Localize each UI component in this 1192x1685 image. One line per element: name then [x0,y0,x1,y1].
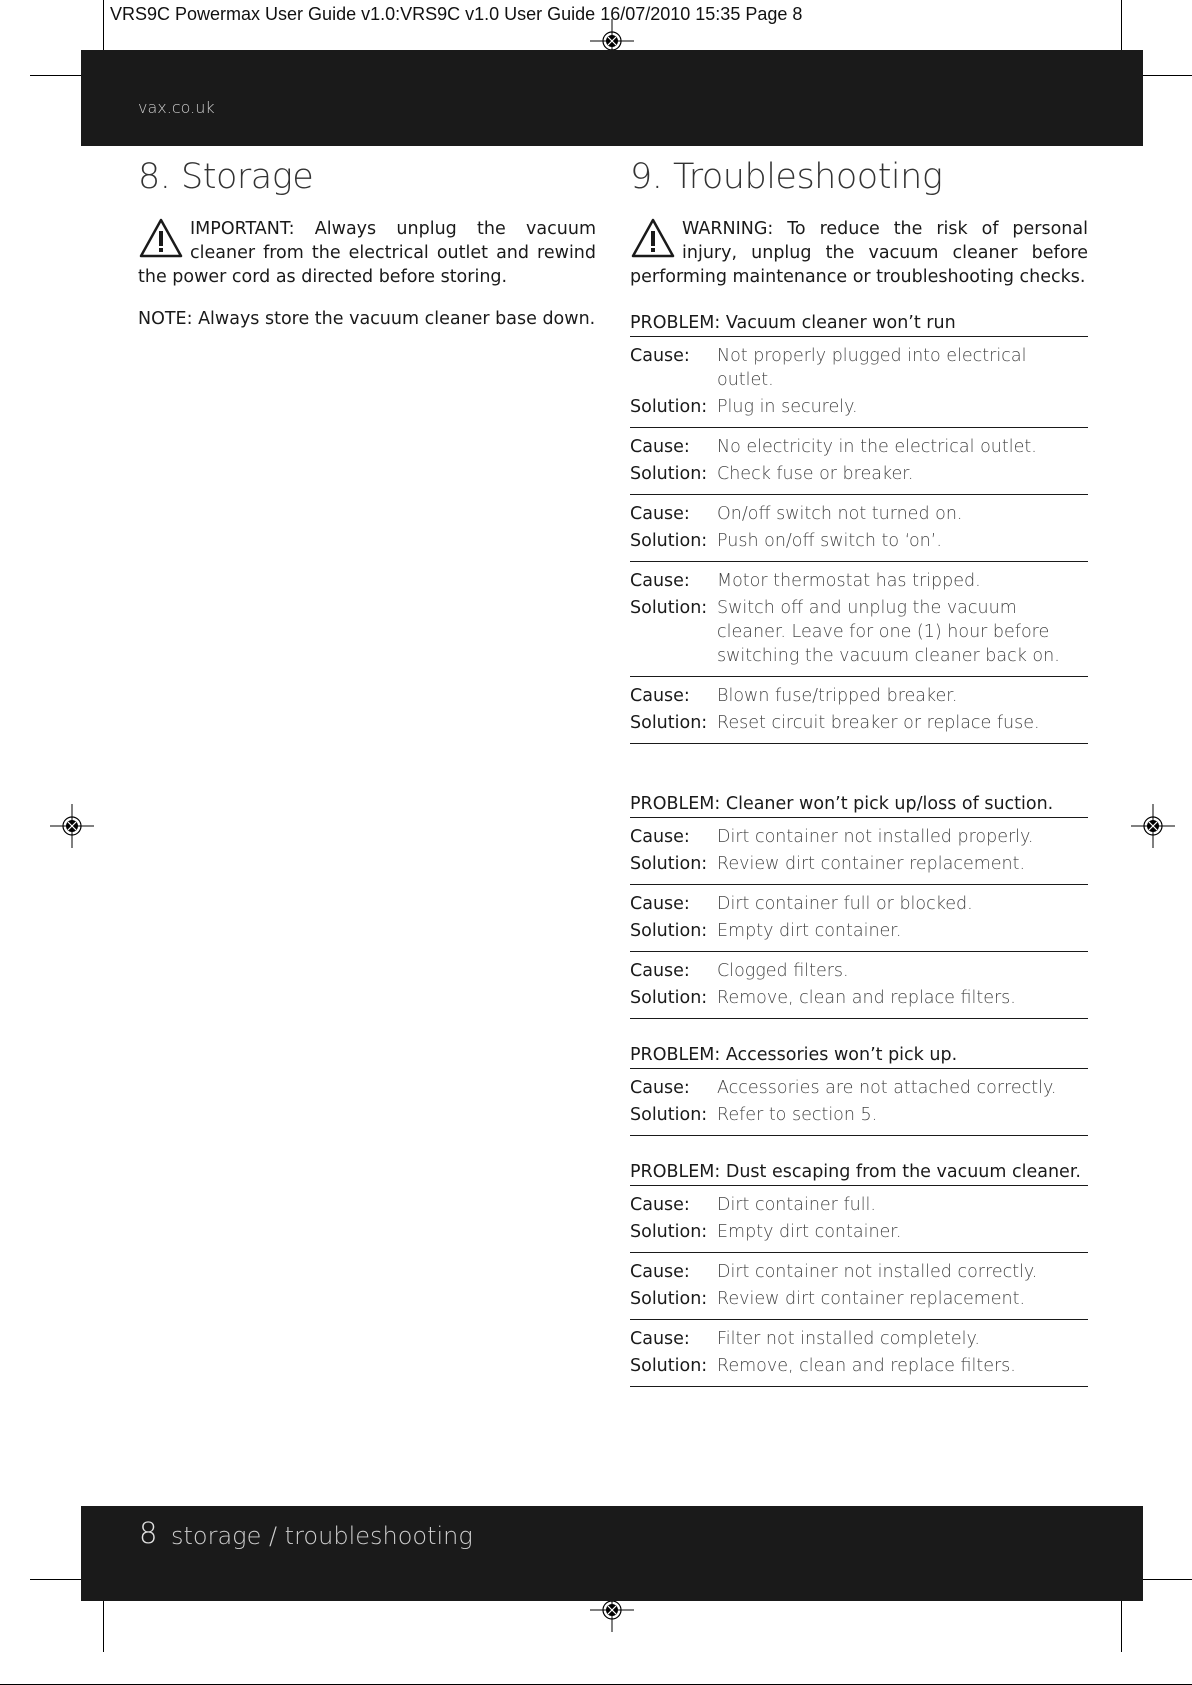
crop-mark [103,0,104,54]
solution-label: Solution: [630,1356,708,1376]
solution-text: Switch off and unplug the vacuum cleaner. Leave for one (1) hour before switching the vacuum cleaner back on. [717,598,1060,666]
cause-label: Cause: [630,1078,690,1098]
cause-solution-pair [630,562,1088,677]
cause-label: Cause: [630,1329,690,1349]
troubleshooting-warning [630,217,1088,289]
solution-label: Solution: [630,1289,708,1309]
cause-label: Cause: [630,1195,690,1215]
problem-block [630,1162,1088,1387]
cause-label: Cause: [630,686,690,706]
troubleshooting-warning-text: WARNING: To reduce the risk of personal injury, unplug the vacuum cleaner before performing maintenance or troubleshooting checks. [630,219,1088,287]
registration-mark-icon [50,804,94,848]
solution-label: Solution: [630,531,708,551]
solution-text: Plug in securely. [717,397,858,417]
cause-text: Dirt container not installed correctly. [717,1262,1038,1282]
website-url: vax.co.uk [138,98,215,117]
storage-section [138,157,596,329]
footer-section-label: storage / troubleshooting [171,1522,473,1550]
warning-icon [138,217,184,259]
crop-mark [1121,1596,1122,1652]
problem-title: PROBLEM: Cleaner won’t pick up/loss of suction. [630,794,1088,818]
crop-mark [30,75,86,76]
solution-text: Review dirt container replacement. [717,1289,1026,1309]
solution-label: Solution: [630,988,708,1008]
cause-text: Blown fuse/tripped breaker. [717,686,958,706]
crop-mark [1138,75,1192,76]
solution-label: Solution: [630,1105,708,1125]
cause-label: Cause: [630,827,690,847]
solution-label: Solution: [630,854,708,874]
solution-text: Refer to section 5. [717,1105,878,1125]
cause-text: Not properly plugged into electrical outlet. [717,346,1027,390]
problem-block [630,1045,1088,1136]
page-number: 8 [139,1516,158,1550]
registration-mark-icon [1131,804,1175,848]
problem-title: PROBLEM: Accessories won’t pick up. [630,1045,1088,1069]
cause-solution-pair [630,885,1088,952]
solution-text: Empty dirt container. [717,1222,902,1242]
cause-text: Dirt container full. [717,1195,876,1215]
storage-title: 8. Storage [138,157,314,197]
cause-solution-pair [630,1186,1088,1253]
solution-label: Solution: [630,598,708,618]
cause-text: On/off switch not turned on. [717,504,963,524]
solution-text: Review dirt container replacement. [717,854,1026,874]
crop-mark [103,1596,104,1652]
cause-solution-pair [630,818,1088,885]
problem-title: PROBLEM: Vacuum cleaner won’t run [630,313,1088,337]
solution-label: Solution: [630,397,708,417]
crop-mark [1138,1579,1192,1580]
cause-text: Clogged filters. [717,961,849,981]
cause-text: Motor thermostat has tripped. [717,571,981,591]
crop-mark [30,1579,86,1580]
footer-band [81,1506,1143,1601]
cause-label: Cause: [630,346,690,366]
cause-text: Dirt container not installed properly. [717,827,1034,847]
solution-label: Solution: [630,464,708,484]
solution-text: Remove, clean and replace filters. [717,1356,1016,1376]
cause-solution-pair [630,952,1088,1019]
solution-text: Check fuse or breaker. [717,464,914,484]
cause-solution-pair [630,1069,1088,1136]
solution-label: Solution: [630,713,708,733]
solution-text: Push on/off switch to ‘on’. [717,531,942,551]
cause-text: Accessories are not attached correctly. [717,1078,1057,1098]
cause-label: Cause: [630,961,690,981]
solution-label: Solution: [630,1222,708,1242]
storage-important-text: IMPORTANT: Always unplug the vacuum cleaner from the electrical outlet and rewind the power cord as directed before storing. [138,219,596,287]
cause-solution-pair [630,428,1088,495]
cause-solution-pair [630,1320,1088,1387]
troubleshooting-title: 9. Troubleshooting [630,157,943,197]
problem-title: PROBLEM: Dust escaping from the vacuum cleaner. [630,1162,1088,1186]
cause-solution-pair [630,495,1088,562]
cause-label: Cause: [630,437,690,457]
solution-text: Reset circuit breaker or replace fuse. [717,713,1040,733]
solution-text: Empty dirt container. [717,921,902,941]
problem-block [630,313,1088,744]
cause-text: Filter not installed completely. [717,1329,980,1349]
printer-slug: VRS9C Powermax User Guide v1.0:VRS9C v1.0 User Guide 16/07/2010 15:35 Page 8 [110,4,803,24]
crop-mark [1121,0,1122,54]
cause-solution-pair [630,1253,1088,1320]
cause-text: No electricity in the electrical outlet. [717,437,1037,457]
problem-block [630,794,1088,1019]
cause-solution-pair [630,677,1088,744]
storage-important-note [138,217,596,289]
cause-label: Cause: [630,894,690,914]
header-band [81,50,1143,146]
cause-solution-pair [630,337,1088,428]
storage-note: NOTE: Always store the vacuum cleaner base down. [138,309,596,329]
cause-text: Dirt container full or blocked. [717,894,973,914]
cause-label: Cause: [630,504,690,524]
troubleshooting-section [630,157,1088,1387]
cause-label: Cause: [630,571,690,591]
solution-label: Solution: [630,921,708,941]
solution-text: Remove, clean and replace filters. [717,988,1016,1008]
cause-label: Cause: [630,1262,690,1282]
warning-icon [630,217,676,259]
